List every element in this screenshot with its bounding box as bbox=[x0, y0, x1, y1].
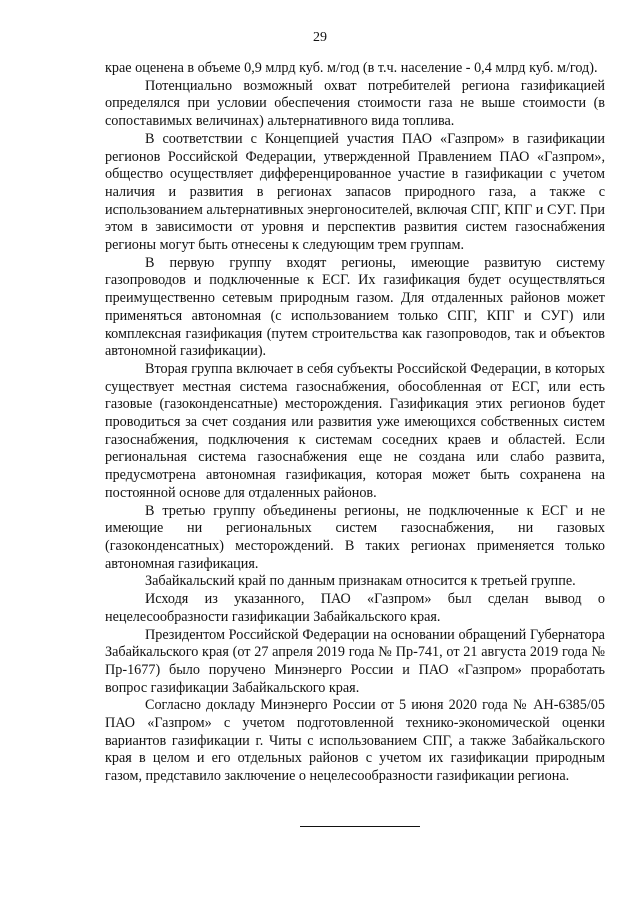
paragraph: В первую группу входят регионы, имеющие развитую систему газопроводов и подключенные к ЕСГ. Их газификация будет осуществляться преимущественно сетевым природным газом. Для отдаленных районов может применяться автономная (с использованием только СПГ, КПГ и СУГ) или комплексная газификация (путем строительства как газопроводов, так и объектов автономной газификации). bbox=[105, 254, 605, 360]
paragraph: Забайкальский край по данным признакам относится к третьей группе. bbox=[145, 573, 576, 590]
paragraph: Согласно докладу Минэнерго России от 5 июня 2020 года № АН-6385/05 ПАО «Газпром» с учетом подготовленной технико-экономической оценки вариантов газификации г. Читы с использованием СПГ, а также Забайкальского края в целом и его отдельных районов с учетом их газификации природным газом, представило заключение о нецелесообразности газификации региона. bbox=[105, 697, 605, 785]
end-divider bbox=[300, 826, 420, 827]
paragraph: Вторая группа включает в себя субъекты Российской Федерации, в которых существует местная система газоснабжения, обособленная от ЕСГ, или есть газовые (газоконденсатные) месторождения. Газификация этих регионов будет проводиться за счет создания или развития уже имеющихся собственных систем газоснабжения, подключения к системам соседних краев и областей. Если региональная система газоснабжения еще не создана или слабо развита, предусмотрена автономная газификация, которая может быть сохранена на постоянной основе для отдаленных районов. bbox=[105, 360, 605, 501]
page-number: 29 bbox=[313, 30, 327, 45]
paragraph: крае оценена в объеме 0,9 млрд куб. м/год (в т.ч. население - 0,4 млрд куб. м/год). bbox=[105, 60, 598, 76]
paragraph: В третью группу объединены регионы, не подключенные к ЕСГ и не имеющие ни региональных систем газоснабжения, ни газовых (газоконденсатных) месторождений. В таких регионах применяется только автономная газификация. bbox=[105, 502, 605, 572]
document-body bbox=[105, 60, 605, 786]
paragraph: Президентом Российской Федерации на основании обращений Губернатора Забайкальского края (от 27 апреля 2019 года № Пр-741, от 21 августа 2019 года № Пр-1677) было поручено Минэнерго России и ПАО «Газпром» проработать вопрос газификации Забайкальского края. bbox=[105, 626, 605, 696]
paragraph: В соответствии с Концепцией участия ПАО «Газпром» в газификации регионов Российской Федерации, утвержденной Правлением ПАО «Газпром», общество осуществляет дифференцированное участие в газификации с учетом наличия и развития в регионах запасов природного газа, а также с использованием альтернативных энергоносителей, включая СПГ, КПГ и СУГ. При этом в зависимости от уровня и перспектив развития систем газоснабжения регионы могут быть отнесены к следующим трем группам. bbox=[105, 130, 605, 254]
paragraph: Потенциально возможный охват потребителей региона газификацией определялся при условии обеспечения стоимости газа не выше стоимости (в сопоставимых величинах) альтернативного вида топлива. bbox=[105, 77, 605, 130]
paragraph: Исходя из указанного, ПАО «Газпром» был сделан вывод о нецелесообразности газификации Забайкальского края. bbox=[105, 591, 605, 625]
